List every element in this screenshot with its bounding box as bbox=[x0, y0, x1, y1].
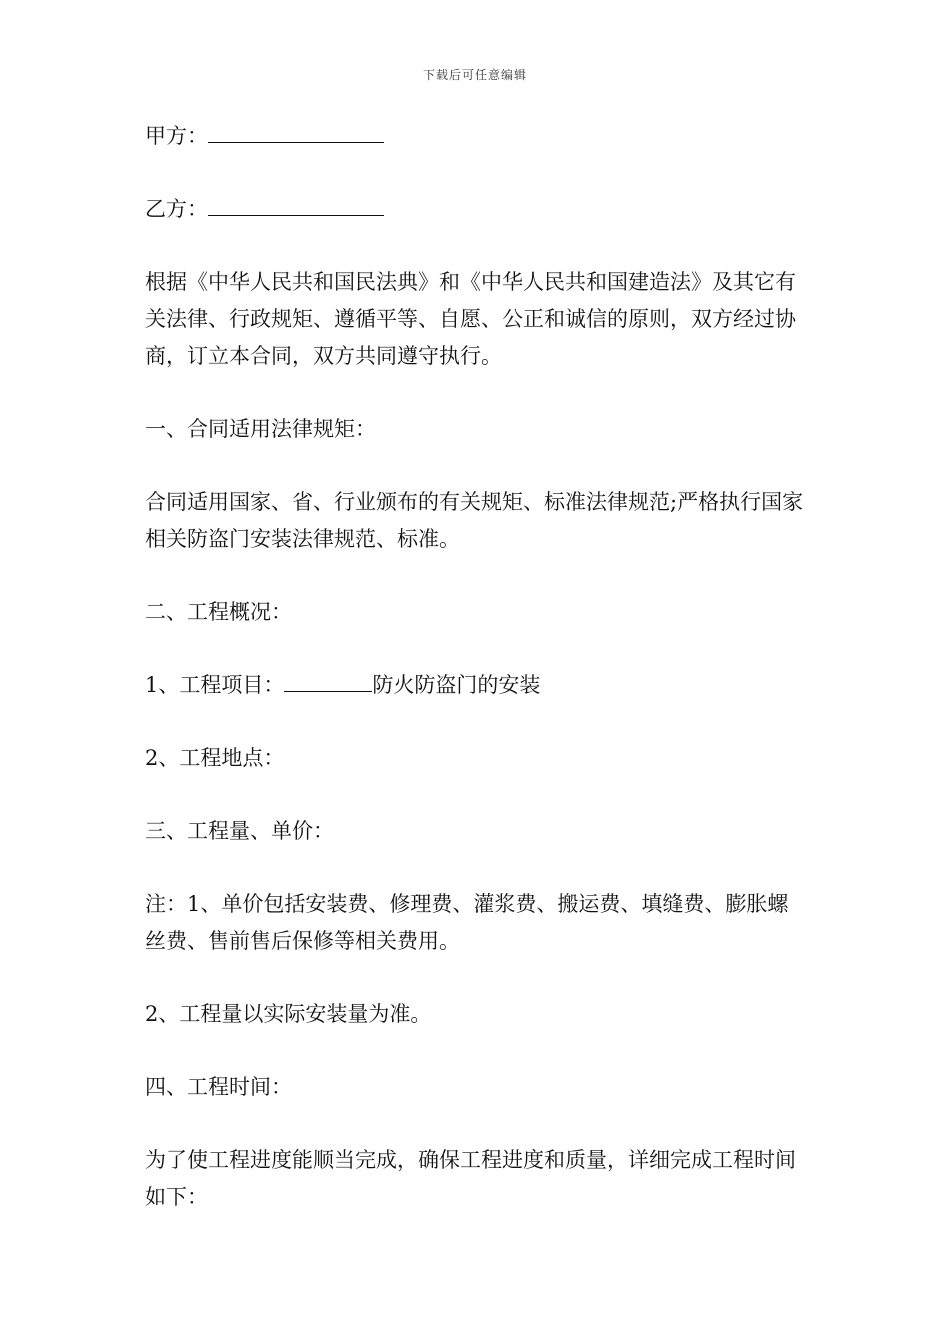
party-b-label: 乙方： bbox=[145, 197, 208, 221]
item1-prefix: 1、工程项目： bbox=[145, 673, 285, 697]
party-a-blank[interactable] bbox=[208, 120, 384, 143]
item1-suffix: 防火防盗门的安装 bbox=[372, 673, 541, 697]
page-header: 下载后可任意编辑 bbox=[422, 68, 527, 82]
section3-title: 三、工程量、单价： bbox=[145, 819, 334, 843]
party-a-label: 甲方： bbox=[145, 124, 208, 148]
party-a-line bbox=[145, 118, 809, 155]
section4-body: 为了使工程进度能顺当完成，确保工程进度和质量，详细完成工程时间如下： bbox=[145, 1148, 796, 1209]
item1-blank[interactable] bbox=[284, 669, 372, 692]
section4-title: 四、工程时间： bbox=[145, 1075, 292, 1099]
intro-paragraph: 根据《中华人民共和国民法典》和《中华人民共和国建造法》及其它有关法律、行政规矩、遵循平等、自愿、公正和诚信的原则，双方经过协商，订立本合同，双方共同遵守执行。 bbox=[145, 270, 796, 368]
party-b-blank[interactable] bbox=[208, 193, 384, 216]
section3-note2: 2、工程量以实际安装量为准。 bbox=[145, 1002, 432, 1026]
section3-note1: 注：1、单价包括安装费、修理费、灌浆费、搬运费、填缝费、膨胀螺丝费、售前售后保修等相关费用。 bbox=[145, 892, 789, 953]
document-body bbox=[145, 118, 809, 1252]
section1-body: 合同适用国家、省、行业颁布的有关规矩、标准法律规范;严格执行国家相关防盗门安装法律规范、标准。 bbox=[145, 490, 804, 551]
section1-title: 一、合同适用法律规矩： bbox=[145, 417, 376, 441]
section2-item2: 2、工程地点： bbox=[145, 746, 285, 770]
section2-item1 bbox=[145, 667, 809, 704]
section2-title: 二、工程概况： bbox=[145, 600, 292, 624]
party-b-line bbox=[145, 191, 809, 228]
